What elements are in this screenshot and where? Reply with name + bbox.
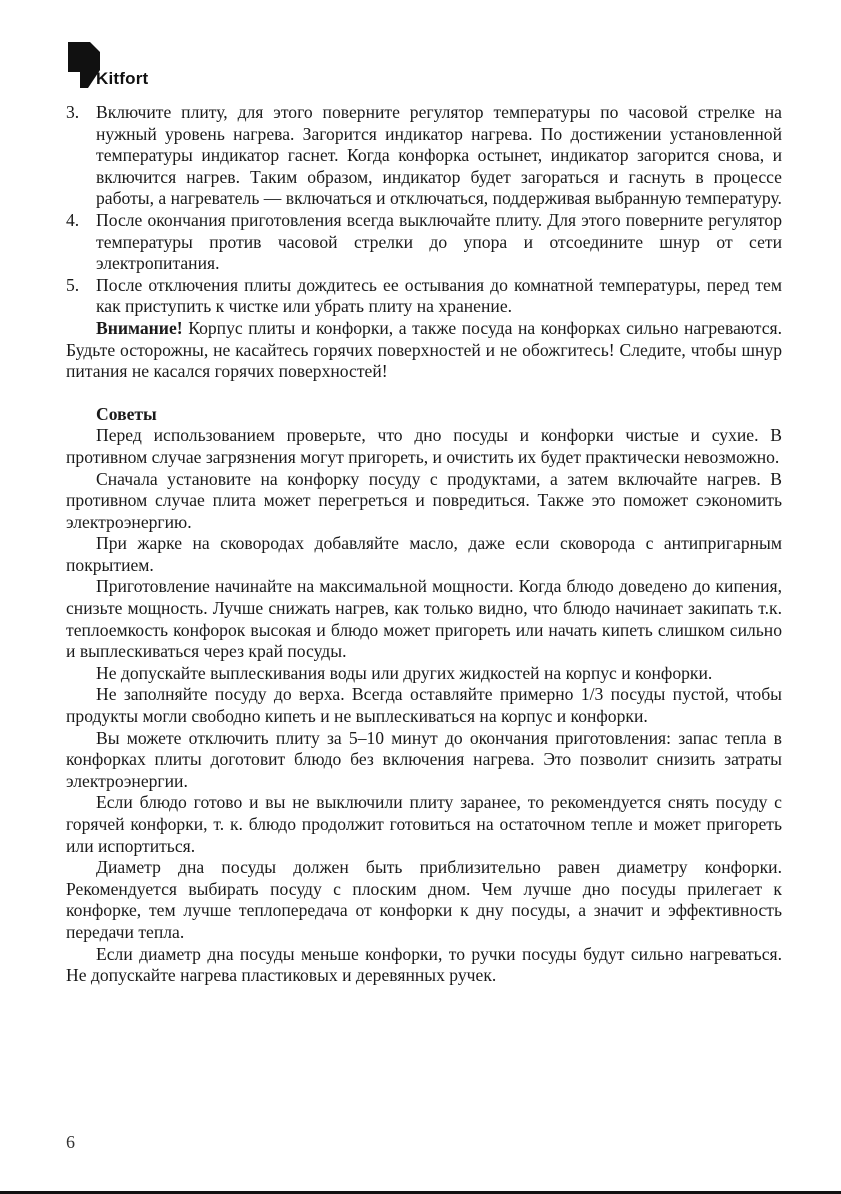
list-item-number: 4. bbox=[66, 209, 80, 230]
page-content bbox=[66, 102, 782, 987]
list-item-text: После окончания приготовления всегда выключайте плиту. Для этого поверните регулятор температуры против часовой стрелки до упора и отсоедините шнур от сети электропитания. bbox=[96, 209, 782, 274]
list-item bbox=[66, 102, 782, 210]
list-item-number: 5. bbox=[66, 274, 80, 295]
tip-paragraph: Не допускайте выплескивания воды или других жидкостей на корпус и конфорки. bbox=[96, 662, 713, 683]
tip-paragraph: Приготовление начинайте на максимальной мощности. Когда блюдо доведено до кипения, снизьте мощность. Лучше снижать нагрев, как только видно, что блюдо начинает закипать т.к. теплоемкость конфорок высокая и блюдо может пригореть или начать кипеть слишком сильно и выплескиваться через край посуды. bbox=[66, 576, 782, 662]
tip-paragraph: Вы можете отключить плиту за 5–10 минут до окончания приготовления: запас тепла в конфорках плиты доготовит блюдо без включения нагрева. Это позволит снизить затраты электроэнергии. bbox=[66, 727, 782, 791]
list-item-text: Включите плиту, для этого поверните регулятор температуры по часовой стрелке на нужный уровень нагрева. Загорится индикатор нагрева. По достижении установленной температуры индикатор гаснет. Когда конфорка остынет, индикатор загорится снова, и включится нагрев. Таким образом, индикатор будет загораться и гаснуть в процессе работы, а нагреватель — включаться и отключаться, поддерживая выбранную температуру. bbox=[96, 102, 782, 209]
list-item-text: После отключения плиты дождитесь ее остывания до комнатной температуры, перед тем как приступить к чистке или убрать плиту на хранение. bbox=[96, 274, 782, 317]
kitfort-logo bbox=[66, 40, 186, 90]
tip-paragraph: Если диаметр дна посуды меньше конфорки, то ручки посуды будут сильно нагреваться. Не допускайте нагрева пластиковых и деревянных ручек. bbox=[66, 943, 782, 986]
list-item bbox=[66, 210, 782, 275]
tip-paragraph: Диаметр дна посуды должен быть приблизительно равен диаметру конфорки. Рекомендуется выбирать посуду с плоским дном. Чем лучше дно посуды прилегает к конфорке, тем лучше теплопередача от конфорки к дну посуды, а значит и эффективность передачи тепла. bbox=[66, 857, 782, 942]
list-item-number: 3. bbox=[66, 102, 80, 122]
warning-label: Внимание! bbox=[96, 317, 183, 338]
brand-name: Kitfort bbox=[96, 69, 149, 88]
tip-paragraph: Сначала установите на конфорку посуду с продуктами, а затем включайте нагрев. В противном случае плита может перегреться и повредиться. Также это поможет сэкономить электроэнергию. bbox=[66, 468, 782, 532]
tip-paragraph: Если блюдо готово и вы не выключили плиту заранее, то рекомендуется снять посуду с горячей конфорки, т. к. блюдо продолжит готовиться на остаточном тепле и может пригореть или испортиться. bbox=[66, 792, 782, 856]
page-number: 6 bbox=[66, 1132, 75, 1152]
warning-paragraph bbox=[66, 318, 782, 383]
tip-paragraph: Не заполняйте посуду до верха. Всегда оставляйте примерно 1/3 посуды пустой, чтобы продукты могли свободно кипеть и не выплескиваться на корпус и конфорки. bbox=[66, 684, 782, 727]
tip-paragraph: Перед использованием проверьте, что дно посуды и конфорки чистые и сухие. В противном случае загрязнения могут пригореть, и очистить их будет практически невозможно. bbox=[66, 425, 782, 467]
warning-text: Корпус плиты и конфорки, а также посуда на конфорках сильно нагреваются. Будьте осторожны, не касайтесь горячих поверхностей и не обожгитесь! Следите, чтобы шнур питания не касался горячих поверхностей! bbox=[66, 317, 782, 382]
tip-paragraph: При жарке на сковородах добавляйте масло, даже если сковорода с антипригарным покрытием. bbox=[66, 533, 782, 575]
list-item bbox=[66, 275, 782, 318]
tips-heading: Советы bbox=[96, 403, 157, 424]
